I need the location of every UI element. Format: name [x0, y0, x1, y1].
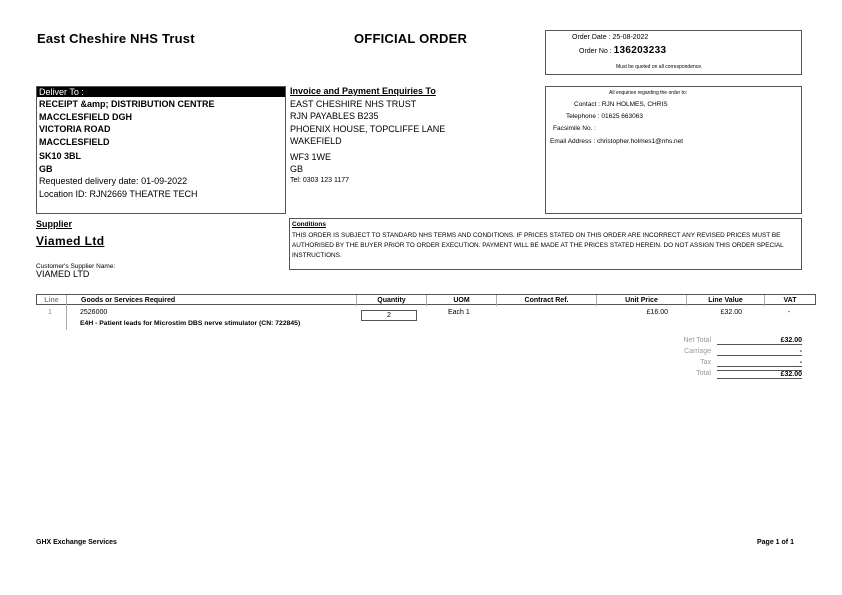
- carriage-label: Carriage: [684, 348, 711, 355]
- invoice-line: WAKEFIELD: [290, 136, 342, 147]
- total-value: £32.00: [717, 370, 802, 379]
- column-header-contract-ref: Contract Ref.: [497, 295, 597, 306]
- column-header-line: Line: [37, 295, 67, 306]
- page-number: Page 1 of 1: [757, 539, 794, 546]
- enquiries-box: [545, 86, 802, 214]
- enquiries-telephone: Telephone : 01625 663063: [566, 113, 643, 120]
- table-header: [36, 294, 816, 305]
- trust-name: East Cheshire NHS Trust: [37, 31, 195, 46]
- invoice-line: RJN PAYABLES B235: [290, 111, 379, 122]
- total-label: Total: [696, 370, 711, 377]
- row-item-description: E4H - Patient leads for Microstim DBS nerve stimulator (CN: 722845): [80, 320, 301, 327]
- order-number-row: [579, 45, 666, 56]
- deliver-line: GB: [39, 163, 53, 174]
- row-uom: Each 1: [448, 309, 470, 316]
- order-info-box: [545, 30, 802, 75]
- column-header-uom: UOM: [427, 295, 497, 306]
- enquiries-title: All enquiries regarding the order to:: [609, 90, 688, 96]
- row-line-value: £32.00: [720, 309, 742, 316]
- enquiries-facsimile: Facsimile No. :: [553, 125, 596, 132]
- invoice-line: GB: [290, 164, 304, 175]
- supplier-name: Viamed Ltd: [36, 234, 105, 248]
- conditions-text: THIS ORDER IS SUBJECT TO STANDARD NHS TERMS AND CONDITIONS. IF PRICES STATED ON THIS ORDER ARE INCORRECT ANY REVISED PRICES MUST BE AUTHORISED BY THE BUYER PRIOR TO ORDER EXECUTION. PAYMENT WILL BE MADE AT THE PRICES STATED HEREIN. DO NOT ASSIGN THIS ORDER SPECIAL INSTRUCTIONS.: [292, 232, 784, 259]
- deliver-line: RECEIPT &amp; DISTRIBUTION CENTRE: [39, 99, 215, 109]
- net-total-label: Net Total: [683, 337, 711, 344]
- deliver-to-address: [39, 98, 215, 200]
- deliver-line: MACCLESFIELD DGH: [39, 111, 132, 122]
- enquiries-contact: Contact : RJN HOLMES, CHRIS: [574, 101, 668, 108]
- invoice-line: PHOENIX HOUSE, TOPCLIFFE LANE: [290, 123, 446, 134]
- conditions-box: [289, 218, 802, 270]
- supplier-heading: Supplier: [36, 219, 73, 229]
- customer-supplier-name-label: Customer's Supplier Name:: [36, 263, 116, 270]
- column-header-quantity: Quantity: [357, 295, 427, 306]
- invoice-line: EAST CHESHIRE NHS TRUST: [290, 99, 417, 109]
- column-header-unit-price: Unit Price: [597, 295, 687, 306]
- row-quantity: 2: [361, 310, 417, 321]
- column-header-vat: VAT: [783, 297, 797, 304]
- net-total-value: £32.00: [717, 337, 802, 345]
- column-header-goods: Goods or Services Required: [67, 295, 357, 306]
- conditions-heading: Conditions: [292, 221, 326, 228]
- tax-label: Tax: [700, 359, 711, 366]
- document-title: OFFICIAL ORDER: [354, 31, 468, 46]
- row-unit-price: £16.00: [646, 309, 668, 316]
- invoice-line: WF3 1WE: [290, 151, 332, 162]
- row-line-number: 1: [48, 309, 52, 316]
- deliver-line: MACCLESFIELD: [39, 136, 110, 147]
- table-row: [36, 306, 816, 330]
- invoice-heading: Invoice and Payment Enquiries To: [290, 86, 436, 96]
- deliver-to-box: [36, 86, 286, 214]
- order-number-note: Must be quoted on all correspondence.: [616, 64, 703, 70]
- footer-provider: GHX Exchange Services: [36, 539, 117, 546]
- order-number-label: Order No :: [579, 48, 614, 55]
- requested-delivery-date: Requested delivery date: 01-09-2022: [39, 176, 188, 186]
- carriage-value: -: [717, 348, 802, 356]
- tax-value: -: [717, 359, 802, 367]
- order-number: 136203233: [613, 45, 667, 56]
- customer-supplier-name: VIAMED LTD: [36, 269, 90, 279]
- invoice-telephone: Tel: 0303 123 1177: [290, 177, 350, 184]
- location-id: Location ID: RJN2669 THEATRE TECH: [39, 188, 198, 199]
- deliver-line: SK10 3BL: [39, 151, 82, 161]
- order-date: Order Date : 25-08-2022: [572, 34, 649, 41]
- row-item-code: 2526000: [80, 309, 108, 316]
- row-vat: -: [787, 309, 791, 316]
- enquiries-email: Email Address : christopher.holmes1@nhs.net: [550, 138, 684, 145]
- deliver-line: VICTORIA ROAD: [39, 124, 111, 134]
- row-divider: [66, 306, 67, 330]
- column-header-line-value: Line Value: [687, 295, 765, 306]
- invoice-address: [290, 98, 445, 175]
- deliver-to-heading: Deliver To :: [37, 87, 285, 97]
